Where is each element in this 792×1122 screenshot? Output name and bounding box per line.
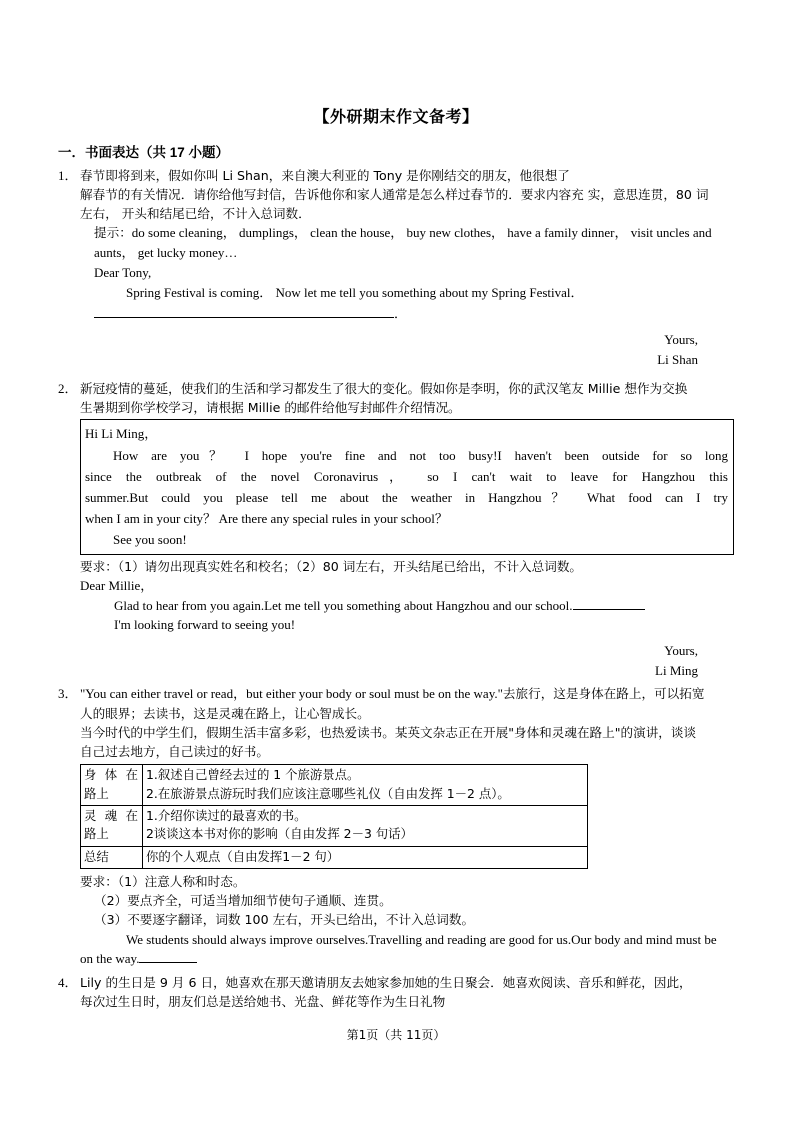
label-top: 灵 魂 在 bbox=[84, 808, 138, 824]
question-3-quote-line bbox=[80, 684, 734, 704]
question-2-letter-box bbox=[80, 419, 734, 554]
question-3-quote-cn-tail: 去旅行，这是身体在路上，可以拓宽 bbox=[502, 686, 705, 702]
table-row-content-1 bbox=[143, 765, 588, 806]
table-item: 2.在旅游景点游玩时我们应该注意哪些礼仪（自由发挥 1－2 点）。 bbox=[146, 785, 510, 801]
table-row-label-1 bbox=[81, 765, 143, 806]
label-top: 总结 bbox=[84, 848, 109, 864]
question-1-line-2: 解春节的有关情况．请你给他写封信，告诉他你和家人通常是怎么样过春节的．要求内容充 实，意思连贯，80 词 bbox=[80, 187, 709, 203]
question-1-answer-blank[interactable] bbox=[80, 304, 734, 324]
question-2-letter-line-2: since the outbreak of the novel Coronavirus， so I can't wait to leave for Hangzhou this bbox=[85, 468, 728, 484]
answer-blank-line[interactable] bbox=[573, 598, 645, 610]
question-2-body-line-1 bbox=[80, 596, 734, 616]
table-row bbox=[81, 765, 588, 806]
question-1-salutation: Dear Tony, bbox=[94, 264, 152, 280]
question-2-sign-name: Li Ming bbox=[655, 662, 698, 678]
question-1-line-3: 左右， 开头和结尾已给，不计入总词数． bbox=[80, 206, 311, 222]
question-2-line-1: 新冠疫情的蔓延，使我们的生活和学习都发生了很大的变化。假如你是李明，你的武汉笔友 Millie 想作为交换 bbox=[80, 381, 688, 397]
question-4-number: 4． bbox=[58, 975, 78, 991]
question-2-requirement: 要求：（1）请勿出现真实姓名和校名；（2）80 词左右，开头结尾已给出，不计入总词数。 bbox=[80, 558, 583, 574]
label-bottom: 路上 bbox=[84, 826, 109, 842]
question-1-hint-label: 提示： bbox=[94, 225, 132, 241]
question-2-letter-closing: See you soon! bbox=[113, 531, 187, 547]
question-3-requirement-3: （3）不要逐字翻译，词数 100 左右，开头已给出，不计入总词数。 bbox=[94, 912, 475, 928]
question-3-answer-text-2: on the way. bbox=[80, 951, 140, 967]
answer-blank-line[interactable] bbox=[94, 306, 394, 318]
label-bottom: 路上 bbox=[84, 785, 109, 801]
question-2-number: 2． bbox=[58, 381, 78, 397]
question-3-line-4: 自己过去地方，自己读过的好书。 bbox=[80, 744, 269, 760]
question-2-letter-salutation: Hi Li Ming， bbox=[85, 426, 158, 442]
table-row-label-2 bbox=[81, 806, 143, 847]
table-row-content-2 bbox=[143, 806, 588, 847]
question-2-signature bbox=[80, 641, 734, 680]
table-row bbox=[81, 846, 588, 868]
table-item: 你的个人观点（自由发挥1－2 句） bbox=[146, 848, 340, 864]
section-heading: 一．书面表达（共 17 小题） bbox=[58, 145, 230, 160]
question-3-quote-en: "You can either travel or read，but either your body or soul must be on the way." bbox=[80, 686, 503, 702]
table-item: 1.介绍你读过的最喜欢的书。 bbox=[146, 808, 307, 824]
question-3-answer-line-2 bbox=[80, 949, 734, 969]
question-1-blank-tail: ． bbox=[394, 306, 408, 322]
question-3-requirement-1: 要求：（1）注意人称和时态。 bbox=[80, 874, 246, 890]
table-item: 1.叙述自己曾经去过的 1 个旅游景点。 bbox=[146, 767, 360, 783]
table-row bbox=[81, 806, 588, 847]
question-3-outline-table bbox=[80, 764, 588, 869]
question-4-line-1: Lily 的生日是 9 月 6 日，她喜欢在那天邀请朋友去她家参加她的生日聚会．她喜欢阅读、音乐和鲜花，因此， bbox=[80, 975, 692, 991]
page-footer: 第1页（共 11页） bbox=[346, 1028, 446, 1042]
question-3 bbox=[58, 684, 734, 969]
question-3-answer-line-1: We students should always improve ourselves.Travelling and reading are good for us.Our body and mind must be bbox=[126, 931, 717, 947]
page-content bbox=[58, 104, 734, 1015]
question-2 bbox=[58, 379, 734, 680]
question-1-sign-name: Li Shan bbox=[657, 351, 698, 367]
question-2-body-line-2: I'm looking forward to seeing you! bbox=[114, 617, 296, 633]
question-1-hint bbox=[80, 223, 734, 243]
page-title: 【外研期末作文备考】 bbox=[313, 109, 479, 126]
question-1-signature bbox=[80, 330, 734, 369]
question-1-hint-line-1: do some cleaning， dumplings， clean the house， buy new clothes， have a family dinner， visit uncles and bbox=[131, 225, 712, 241]
question-3-line-2: 人的眼界；去读书，这是灵魂在路上，让心智成长。 bbox=[80, 705, 370, 721]
question-2-line-2: 生暑期到你学校学习，请根据 Millie 的邮件给他写封邮件介绍情况。 bbox=[80, 400, 461, 416]
question-3-number: 3． bbox=[58, 686, 78, 702]
table-item: 2谈谈这本书对你的影响（自由发挥 2－3 句话） bbox=[146, 826, 413, 842]
question-2-salutation: Dear Millie， bbox=[80, 577, 154, 593]
question-1-number: 1． bbox=[58, 168, 78, 183]
question-3-requirement-2: （2）要点齐全，可适当增加细节使句子通顺、连贯。 bbox=[94, 893, 392, 909]
question-1-hint-line-2: aunts， get lucky money… bbox=[94, 245, 238, 261]
question-1-sign-yours: Yours, bbox=[664, 332, 698, 348]
question-2-letter-line-3: summer.But could you please tell me about the weather in Hangzhou？ What food can I try bbox=[85, 489, 728, 505]
question-2-letter-line-4: when I am in your city？ Are there any special rules in your school？ bbox=[85, 510, 448, 526]
question-1 bbox=[58, 166, 734, 369]
question-1-body-line: Spring Festival is coming． Now let me tell you something about my Spring Festival． bbox=[126, 284, 584, 300]
question-2-body-text-1: Glad to hear from you again.Let me tell you something about Hangzhou and our school. bbox=[114, 597, 573, 613]
answer-blank-line[interactable] bbox=[139, 951, 197, 963]
question-4-line-2: 每次过生日时，朋友们总是送给她书、光盘、鲜花等作为生日礼物 bbox=[80, 994, 446, 1010]
question-1-line-1: 春节即将到来，假如你叫 Li Shan，来自澳大利亚的 Tony 是你刚结交的朋友，他很想了 bbox=[80, 168, 570, 183]
table-row-label-3 bbox=[81, 846, 143, 868]
question-2-sign-yours: Yours, bbox=[664, 643, 698, 659]
table-row-content-3 bbox=[143, 846, 588, 868]
question-2-letter-line-1: How are you？ I hope you're fine and not too busy!I haven't been outside for so long bbox=[113, 447, 728, 463]
question-4 bbox=[58, 973, 734, 1011]
question-3-line-3: 当今时代的中学生们，假期生活丰富多彩，也热爱读书。某英文杂志正在开展"身体和灵魂在路上"的演讲，谈谈 bbox=[80, 725, 697, 741]
label-top: 身 体 在 bbox=[84, 767, 138, 783]
